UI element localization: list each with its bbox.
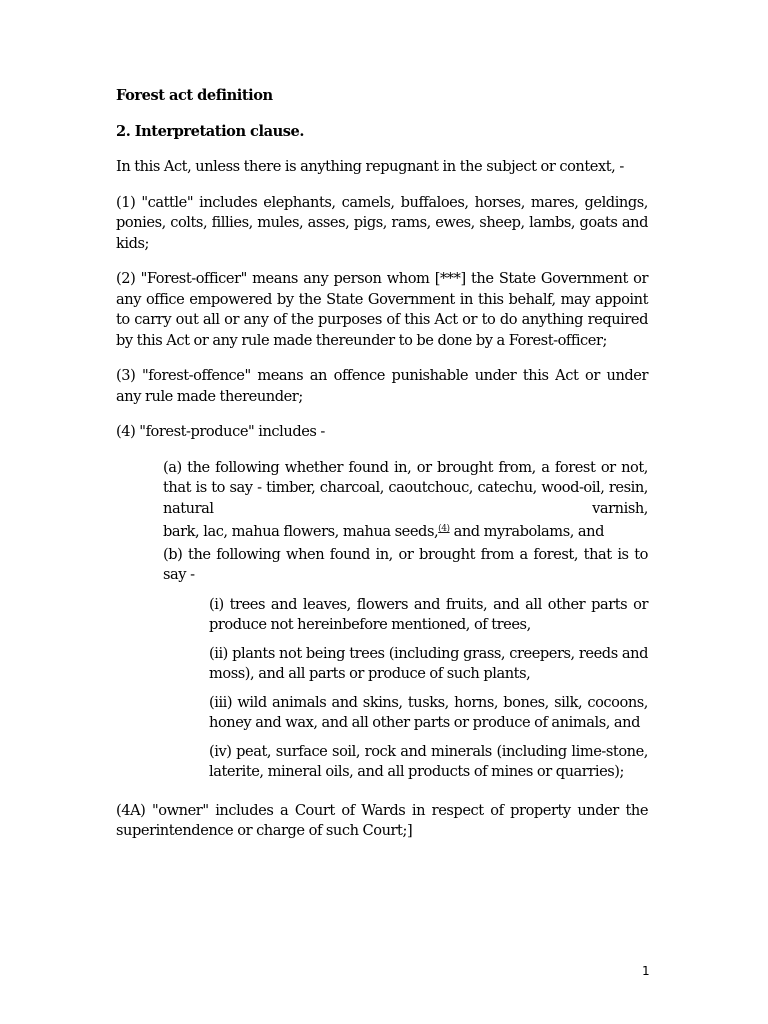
produce-item-i: (i) trees and leaves, flowers and fruits, and all other parts or produce not hereinbefore mentioned, of trees, (209, 595, 648, 633)
produce-item-a (163, 458, 648, 543)
produce-item-iv: (iv) peat, surface soil, rock and minerals (including lime-stone, laterite, mineral oils, and all products of mines or quarries); (209, 742, 648, 780)
document-title: Forest act definition (116, 87, 273, 104)
intro-paragraph: In this Act, unless there is anything repugnant in the subject or context, - (116, 158, 624, 175)
produce-item-a-text: (a) the following whether found in, or brought from, a forest or not, that is to say - timber, charcoal, caoutchouc, catechu, wood-oil, resin, natural varnish, (163, 458, 648, 517)
clause-heading: 2. Interpretation clause. (116, 122, 304, 140)
produce-item-ii: (ii) plants not being trees (including grass, creepers, reeds and moss), and all parts or produce of such plants, (209, 644, 648, 682)
footnote-reference-4[interactable]: (4) (438, 524, 450, 534)
definition-cattle: (1) "cattle" includes elephants, camels, buffaloes, horses, mares, geldings, ponies, colts, fillies, mules, asses, pigs, rams, ewes, sheep, lambs, goats and kids; (116, 193, 648, 252)
page-number: 1 (642, 964, 650, 978)
produce-item-iii: (iii) wild animals and skins, tusks, horns, bones, silk, cocoons, honey and wax, and all other parts or produce of animals, and (209, 693, 648, 731)
produce-item-b: (b) the following when found in, or brought from a forest, that is to say - (163, 545, 648, 583)
definition-forest-offence: (3) "forest-offence" means an offence punishable under this Act or under any rule made thereunder; (116, 367, 648, 405)
definition-forest-officer: (2) "Forest-officer" means any person whom [***] the State Government or any office empowered by the State Government in this behalf, may appoint to carry out all or any of the purposes of this Act or to do anything required by this Act or any rule made thereunder to be done by a Forest-officer; (116, 270, 648, 349)
definition-owner: (4A) "owner" includes a Court of Wards in respect of property under the superintendence or charge of such Court;] (116, 801, 648, 839)
produce-item-a-continued: bark, lac, mahua flowers, mahua seeds, (163, 523, 439, 540)
definition-forest-produce: (4) "forest-produce" includes - (116, 423, 325, 440)
document-body (116, 86, 648, 857)
produce-item-a-ending: and myrabolams, and (449, 523, 605, 540)
